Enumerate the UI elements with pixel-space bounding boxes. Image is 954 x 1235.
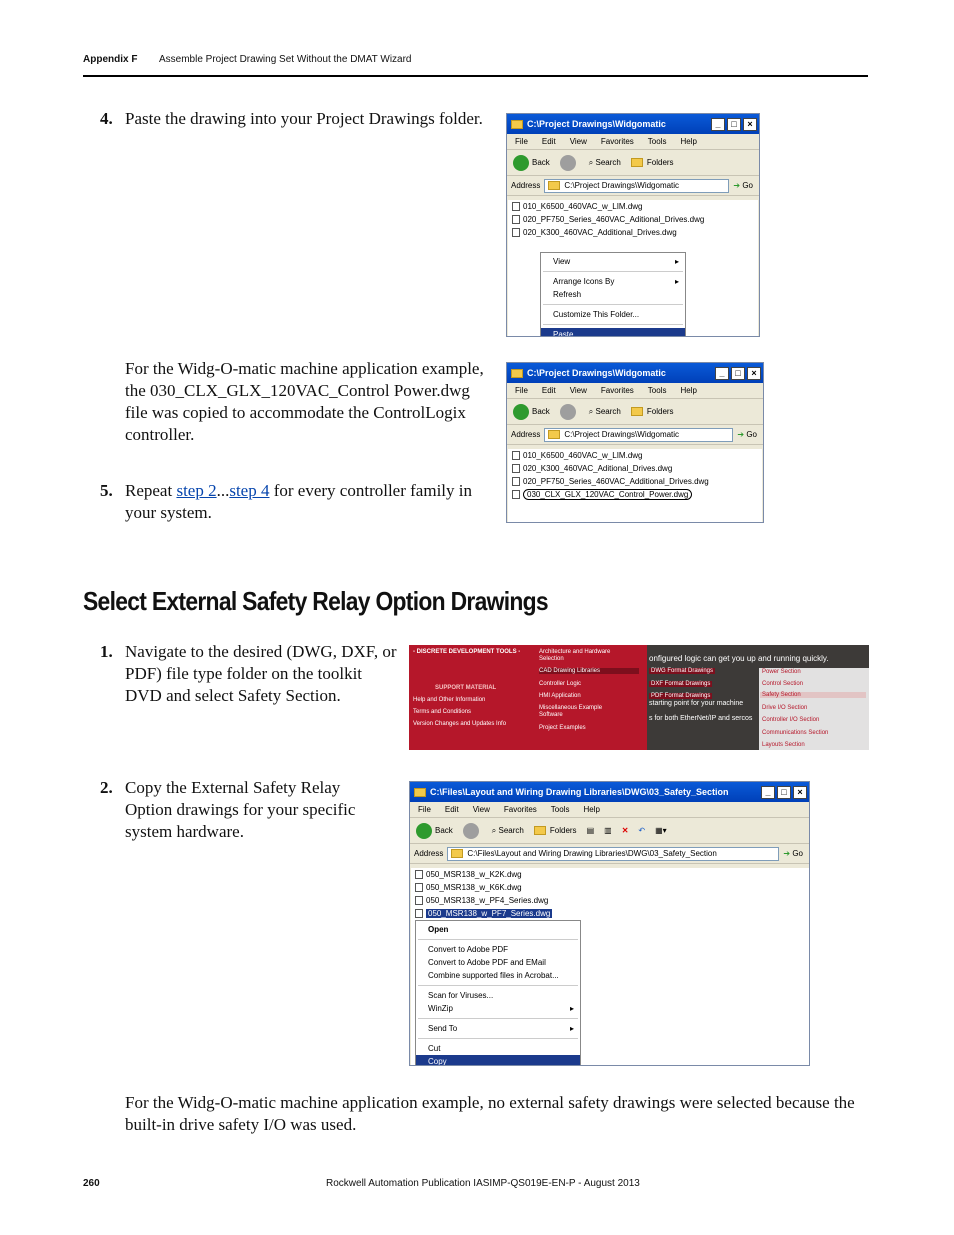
menu-item-label: Refresh (553, 290, 582, 299)
context-menu (415, 920, 581, 1066)
s1-number: 1. (100, 642, 113, 661)
forward-arrow-icon (560, 155, 576, 171)
dwg-file-icon (415, 896, 423, 905)
file-name: 050_MSR138_w_K6K.dwg (426, 883, 522, 892)
step2-link[interactable]: step 2 (176, 481, 217, 500)
explorer-window-1 (506, 113, 760, 337)
menu-tools[interactable]: Tools (647, 386, 667, 395)
menu-item-customize[interactable] (541, 308, 685, 321)
address-bar (507, 176, 759, 196)
file-name: 050_MSR138_w_PF4_Series.dwg (426, 896, 549, 905)
go-label: Go (742, 181, 753, 190)
back-arrow-icon (513, 404, 529, 420)
dwg-file-icon (512, 477, 520, 486)
back-button[interactable] (513, 404, 550, 420)
minimize-button[interactable]: _ (761, 786, 775, 799)
banner-bg-text: s for both EtherNet/IP and sercos (649, 715, 753, 722)
file-name: 010_K6500_460VAC_w_LIM.dwg (523, 451, 643, 460)
explorer-window-2 (506, 362, 764, 523)
submenu-arrow-icon: ▸ (569, 1004, 574, 1013)
file-list (508, 200, 758, 336)
menu-item-label: Copy (428, 1057, 447, 1066)
banner-col1-item[interactable]: Controller Logic (539, 681, 582, 687)
address-bar (507, 425, 763, 445)
go-button[interactable] (733, 181, 753, 190)
step5-mid: ... (216, 481, 230, 500)
menu-item-open[interactable] (416, 923, 580, 936)
window-title: C:\Files\Layout and Wiring Drawing Libraries\DWG\03_Safety_Section (430, 787, 729, 797)
s1-text: Navigate to the desired (DWG, DXF, or PDF) file type folder on the toolkit DVD and select Safety Section. (125, 642, 397, 705)
menu-item-label: Convert to Adobe PDF and EMail (428, 958, 546, 967)
publication-info: Rockwell Automation Publication IASIMP-QS019E-EN-P - August 2013 (326, 1178, 640, 1189)
maximize-button[interactable]: □ (731, 367, 745, 380)
dwg-file-icon (415, 909, 423, 918)
banner-col2-item[interactable]: DXF Format Drawings (651, 681, 711, 687)
back-arrow-icon (513, 155, 529, 171)
banner-col3-item[interactable]: Drive I/O Section (762, 705, 808, 711)
folders-label: Folders (549, 826, 577, 835)
file-item-selected[interactable] (411, 907, 809, 920)
forward-button[interactable] (560, 155, 579, 171)
file-item[interactable] (508, 449, 762, 462)
address-label: Address (414, 849, 444, 858)
step5-text (125, 480, 490, 524)
address-input[interactable] (544, 179, 729, 193)
menu-favorites[interactable]: Favorites (600, 137, 634, 146)
address-bar (410, 844, 809, 864)
undo-icon[interactable]: ↶ (638, 826, 646, 835)
banner-col1-item[interactable]: Miscellaneous Example Software (539, 705, 603, 718)
toolkit-menu-banner (409, 645, 869, 750)
menu-item-label: Cut (428, 1044, 441, 1053)
banner-col1-item[interactable]: Project Examples (539, 725, 586, 731)
go-arrow-icon: ➔ (783, 849, 791, 858)
address-folder-icon (548, 430, 560, 439)
menu-help[interactable]: Help (680, 386, 697, 395)
folders-button[interactable] (631, 158, 674, 167)
menu-edit[interactable]: Edit (444, 805, 459, 814)
menu-separator (543, 304, 683, 305)
banner-left-item[interactable]: Terms and Conditions (413, 709, 472, 715)
search-icon: ⌕ (491, 825, 497, 835)
address-value: C:\Project Drawings\Widgomatic (564, 181, 680, 190)
folder-icon (511, 120, 523, 129)
file-item[interactable] (411, 894, 809, 907)
step4-link[interactable]: step 4 (229, 481, 270, 500)
s2-text: Copy the External Safety Relay Option drawings for your specific system hardware. (125, 778, 356, 841)
file-item[interactable] (508, 213, 758, 226)
banner-col3-item[interactable]: Communications Section (762, 730, 829, 736)
search-icon: ⌕ (588, 157, 594, 167)
close-button[interactable]: × (747, 367, 761, 380)
menu-tools[interactable]: Tools (647, 137, 667, 146)
menu-bar (507, 134, 759, 150)
file-item[interactable] (411, 868, 809, 881)
step5-pre: Repeat (125, 481, 177, 500)
forward-button[interactable] (463, 823, 482, 839)
dwg-file-icon (415, 870, 423, 879)
menu-separator (418, 1018, 578, 1019)
menu-file[interactable]: File (515, 386, 528, 395)
menu-item-label: Send To (428, 1024, 458, 1033)
file-item[interactable] (508, 200, 758, 213)
banner-col1-item[interactable]: Architecture and Hardware Selection (539, 649, 611, 662)
forward-button[interactable] (560, 404, 579, 420)
menu-separator (543, 271, 683, 272)
search-label: Search (498, 826, 524, 835)
s2-number: 2. (100, 778, 113, 797)
title-bar (410, 782, 809, 802)
dwg-file-icon (512, 490, 520, 499)
step5-post: for every controller family in your system. (125, 481, 472, 522)
menu-item-winzip[interactable] (416, 1002, 580, 1015)
file-item[interactable] (508, 462, 762, 475)
banner-col3-item[interactable]: Control Section (762, 681, 804, 687)
page-number: 260 (83, 1178, 100, 1189)
file-item[interactable] (508, 475, 762, 488)
menu-file[interactable]: File (418, 805, 431, 814)
banner-col3-item[interactable]: Controller I/O Section (762, 717, 820, 723)
search-label: Search (595, 407, 621, 416)
maximize-button[interactable]: □ (777, 786, 791, 799)
address-label: Address (511, 430, 541, 439)
menu-item-refresh[interactable] (541, 288, 685, 301)
menu-item-scan-viruses[interactable] (416, 989, 580, 1002)
search-label: Search (595, 158, 621, 167)
search-button[interactable] (589, 407, 621, 417)
banner-support-title: SUPPORT MATERIAL (435, 685, 497, 691)
step5-number: 5. (100, 481, 113, 500)
back-button[interactable] (416, 823, 453, 839)
search-button[interactable] (589, 158, 621, 168)
folders-label: Folders (646, 407, 674, 416)
file-item[interactable] (411, 881, 809, 894)
go-button[interactable] (783, 849, 803, 858)
menu-item-label: Customize This Folder... (553, 310, 640, 319)
minimize-button[interactable]: _ (711, 118, 725, 131)
menu-view[interactable]: View (472, 805, 490, 814)
menu-item-send-to[interactable] (416, 1022, 580, 1035)
submenu-arrow-icon: ▸ (674, 277, 679, 286)
menu-separator (543, 324, 683, 325)
submenu-arrow-icon: ▸ (674, 257, 679, 266)
menu-view[interactable]: View (569, 137, 587, 146)
window-title: C:\Project Drawings\Widgomatic (527, 368, 666, 378)
folders-button[interactable] (534, 826, 577, 835)
go-arrow-icon: ➔ (733, 181, 741, 190)
menu-item-copy[interactable] (416, 1055, 580, 1066)
menu-item-paste[interactable] (541, 328, 685, 337)
banner-col1-item-selected[interactable]: CAD Drawing Libraries (539, 668, 639, 674)
search-icon: ⌕ (588, 406, 594, 416)
menu-help[interactable]: Help (680, 137, 697, 146)
header-title: Assemble Project Drawing Set Without the DMAT Wizard (159, 54, 412, 65)
explorer-window-3 (409, 781, 810, 1066)
dwg-file-icon (512, 464, 520, 473)
dwg-file-icon (512, 215, 520, 224)
banner-col3-item-safety[interactable]: Safety Section (760, 692, 866, 698)
maximize-button[interactable]: □ (727, 118, 741, 131)
appendix-label: Appendix F (83, 54, 138, 65)
address-input[interactable] (447, 847, 779, 861)
back-arrow-icon (416, 823, 432, 839)
menu-item-label: View (553, 257, 571, 266)
file-name: 020_PF750_Series_460VAC_Aditional_Drives.dwg (523, 215, 705, 224)
menu-separator (418, 939, 578, 940)
close-button[interactable]: × (743, 118, 757, 131)
back-label: Back (532, 158, 550, 167)
search-button[interactable] (492, 826, 524, 836)
folders-icon (631, 407, 643, 416)
folders-label: Folders (646, 158, 674, 167)
section-title: Select External Safety Relay Option Drawings (83, 586, 548, 616)
menu-edit[interactable]: Edit (541, 386, 556, 395)
back-label: Back (435, 826, 453, 835)
file-name: 050_MSR138_w_K2K.dwg (426, 870, 522, 879)
dwg-file-icon (512, 451, 520, 460)
step4-text: Paste the drawing into your Project Drawings folder. (125, 109, 483, 128)
menu-bar (410, 802, 809, 818)
menu-item-label: WinZip (428, 1004, 453, 1013)
folders-icon (534, 826, 546, 835)
address-folder-icon (451, 849, 463, 858)
move-to-icon[interactable]: ▤ (586, 826, 595, 835)
file-list (411, 868, 809, 1065)
file-item[interactable] (508, 226, 758, 239)
banner-bg-text: onfigured logic can get you up and running quickly. (649, 654, 829, 663)
menu-item-label: Paste (553, 330, 574, 337)
folders-icon (631, 158, 643, 167)
context-menu (540, 252, 686, 337)
go-arrow-icon: ➔ (737, 430, 745, 439)
go-label: Go (792, 849, 803, 858)
address-label: Address (511, 181, 541, 190)
example-paragraph-2: For the Widg-O-matic machine application example, no external safety drawings were selected because the built-in drive safety I/O was used. (125, 1093, 855, 1134)
banner-col3-item[interactable]: Power Section (762, 669, 801, 675)
menu-separator (418, 985, 578, 986)
toolbar (507, 399, 763, 425)
toolbar (410, 818, 809, 844)
forward-arrow-icon (560, 404, 576, 420)
menu-edit[interactable]: Edit (541, 137, 556, 146)
menu-item-label: Scan for Viruses... (428, 991, 494, 1000)
file-name: 050_MSR138_w_PF7_Series.dwg (428, 909, 551, 918)
address-value: C:\Project Drawings\Widgomatic (564, 430, 680, 439)
menu-item-convert-pdf-email[interactable] (416, 956, 580, 969)
dwg-file-icon (415, 883, 423, 892)
file-list (508, 449, 762, 522)
window-title: C:\Project Drawings\Widgomatic (527, 119, 666, 129)
menu-help[interactable]: Help (583, 805, 600, 814)
menu-tools[interactable]: Tools (550, 805, 570, 814)
file-item-highlighted[interactable] (508, 488, 762, 501)
back-button[interactable] (513, 155, 550, 171)
menu-item-label: Combine supported files in Acrobat... (428, 971, 559, 980)
folder-icon (511, 369, 523, 378)
menu-item-combine-acrobat[interactable] (416, 969, 580, 982)
banner-tools-title: - DISCRETE DEVELOPMENT TOOLS - (413, 649, 521, 655)
title-bar (507, 363, 763, 383)
menu-separator (418, 1038, 578, 1039)
menu-item-label: Arrange Icons By (553, 277, 615, 286)
menu-file[interactable]: File (515, 137, 528, 146)
forward-arrow-icon (463, 823, 479, 839)
file-name: 010_K6500_460VAC_w_LIM.dwg (523, 202, 643, 211)
menu-favorites[interactable]: Favorites (503, 805, 537, 814)
close-button[interactable]: × (793, 786, 807, 799)
file-name: 030_CLX_GLX_120VAC_Control_Power.dwg (523, 489, 692, 500)
file-name: 020_K300_460VAC_Aditional_Drives.dwg (523, 464, 673, 473)
dwg-file-icon (512, 202, 520, 211)
submenu-arrow-icon: ▸ (569, 1024, 574, 1033)
menu-item-label: Convert to Adobe PDF (428, 945, 509, 954)
menu-item-label: Open (428, 925, 449, 934)
delete-icon[interactable]: ✕ (621, 826, 629, 835)
back-label: Back (532, 407, 550, 416)
banner-left-item[interactable]: Version Changes and Updates Info (413, 721, 507, 727)
address-value: C:\Files\Layout and Wiring Drawing Libraries\DWG\03_Safety_Section (467, 849, 717, 858)
header-rule (83, 75, 868, 77)
banner-left-item[interactable]: Help and Other Information (413, 697, 486, 703)
address-input[interactable] (544, 428, 733, 442)
menu-item-view[interactable] (541, 255, 685, 268)
go-label: Go (746, 430, 757, 439)
file-name: 020_PF750_Series_460VAC_Additional_Drives.dwg (523, 477, 709, 486)
views-icon[interactable]: ▦▾ (655, 826, 667, 835)
banner-col2-item-selected[interactable]: PDF Format Drawings (651, 693, 711, 699)
menu-favorites[interactable]: Favorites (600, 386, 634, 395)
address-folder-icon (548, 181, 560, 190)
folder-icon (414, 788, 426, 797)
banner-col1-item[interactable]: HMI Application (539, 693, 581, 699)
menu-item-cut[interactable] (416, 1042, 580, 1055)
menu-view[interactable]: View (569, 386, 587, 395)
go-button[interactable] (737, 430, 757, 439)
folders-button[interactable] (631, 407, 674, 416)
banner-col2-item[interactable]: DWG Format Drawings (651, 668, 714, 674)
example-paragraph-1: For the Widg-O-matic machine application example, the 030_CLX_GLX_120VAC_Control Power.dwg file was copied to accommodate the ControlLogix controller. (125, 359, 484, 444)
menu-item-convert-pdf[interactable] (416, 943, 580, 956)
menu-bar (507, 383, 763, 399)
dwg-file-icon (512, 228, 520, 237)
banner-col3-item[interactable]: Layouts Section (762, 742, 805, 748)
copy-to-icon[interactable]: ▥ (604, 826, 612, 835)
title-bar (507, 114, 759, 134)
minimize-button[interactable]: _ (715, 367, 729, 380)
toolbar (507, 150, 759, 176)
file-name: 020_K300_460VAC_Additional_Drives.dwg (523, 228, 677, 237)
step4-number: 4. (100, 109, 113, 128)
banner-bg-text: starting point for your machine (649, 700, 744, 707)
menu-item-arrange-icons[interactable] (541, 275, 685, 288)
